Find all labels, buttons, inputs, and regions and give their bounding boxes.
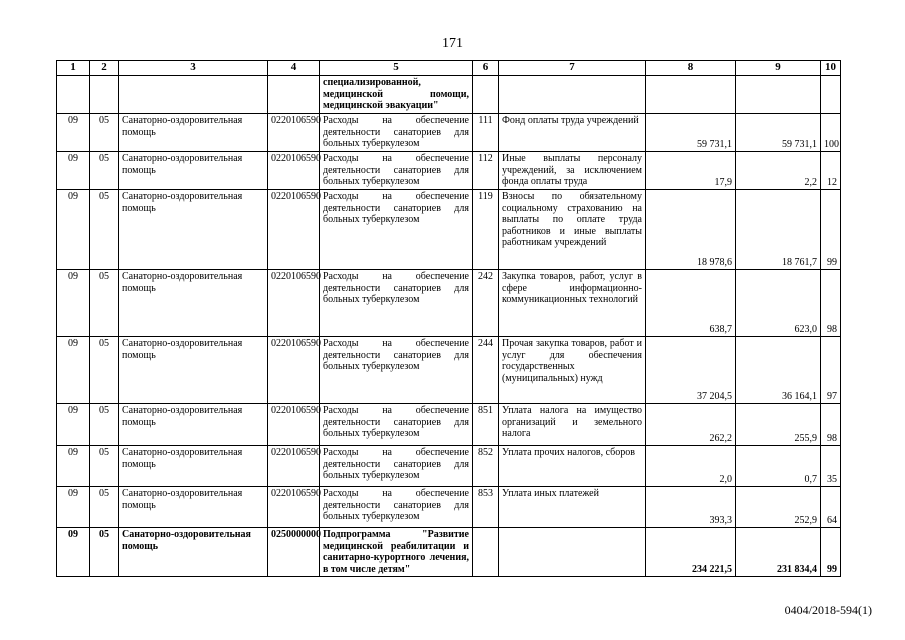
expense-type-code: 244	[473, 337, 499, 404]
col-header: 8	[646, 61, 736, 76]
table-row	[57, 404, 841, 446]
section-code: 09	[57, 528, 90, 577]
article-name: Расходы на обеспечение деятельности санаториев для больных туберкулезом	[320, 190, 473, 270]
table-row	[57, 270, 841, 337]
expense-type-code: 111	[473, 114, 499, 152]
executed-amount: 623,0	[736, 270, 821, 337]
subsection-code: 05	[90, 337, 119, 404]
expense-type-name: Прочая закупка товаров, работ и услуг для обеспечения государственных (муниципальных) нужд	[499, 337, 646, 404]
section-code: 09	[57, 190, 90, 270]
target-article-code: 0220106590	[268, 270, 320, 337]
subsection-code: 05	[90, 152, 119, 190]
budget-table	[56, 60, 841, 577]
subsection-name: Санаторно-оздоровительная помощь	[119, 190, 268, 270]
col-header: 9	[736, 61, 821, 76]
section-code: 09	[57, 270, 90, 337]
subsection-name: Санаторно-оздоровительная помощь	[119, 270, 268, 337]
execution-percent: 98	[821, 404, 841, 446]
planned-amount: 2,0	[646, 446, 736, 487]
subsection-code: 05	[90, 270, 119, 337]
executed-amount: 231 834,4	[736, 528, 821, 577]
executed-amount: 252,9	[736, 487, 821, 528]
expense-type-code: 851	[473, 404, 499, 446]
article-name: Расходы на обеспечение деятельности санаториев для больных туберкулезом	[320, 487, 473, 528]
subsection-name: Санаторно-оздоровительная помощь	[119, 404, 268, 446]
executed-amount: 2,2	[736, 152, 821, 190]
col-header: 5	[320, 61, 473, 76]
article-name: Расходы на обеспечение деятельности санаториев для больных туберкулезом	[320, 404, 473, 446]
planned-amount: 393,3	[646, 487, 736, 528]
target-article-code: 0220106590	[268, 337, 320, 404]
execution-percent: 64	[821, 487, 841, 528]
subsection-code: 05	[90, 404, 119, 446]
executed-amount: 36 164,1	[736, 337, 821, 404]
col-header: 3	[119, 61, 268, 76]
planned-amount: 59 731,1	[646, 114, 736, 152]
header-row	[57, 61, 841, 76]
target-article-code: 0220106590	[268, 446, 320, 487]
planned-amount: 234 221,5	[646, 528, 736, 577]
executed-amount: 255,9	[736, 404, 821, 446]
subsection-code: 05	[90, 528, 119, 577]
subsection-code: 05	[90, 446, 119, 487]
execution-percent: 98	[821, 270, 841, 337]
expense-type-code: 853	[473, 487, 499, 528]
subsection-code: 05	[90, 190, 119, 270]
section-code: 09	[57, 152, 90, 190]
subsection-name: Санаторно-оздоровительная помощь	[119, 487, 268, 528]
table-row	[57, 337, 841, 404]
article-name: Расходы на обеспечение деятельности санаториев для больных туберкулезом	[320, 270, 473, 337]
subsection-name: Санаторно-оздоровительная помощь	[119, 528, 268, 577]
expense-type-code	[473, 528, 499, 577]
execution-percent: 100	[821, 114, 841, 152]
execution-percent: 97	[821, 337, 841, 404]
target-article-code: 0220106590	[268, 190, 320, 270]
target-article-code: 0250000000	[268, 528, 320, 577]
planned-amount: 17,9	[646, 152, 736, 190]
execution-percent: 12	[821, 152, 841, 190]
table-row	[57, 487, 841, 528]
planned-amount: 37 204,5	[646, 337, 736, 404]
article-name: Расходы на обеспечение деятельности санаториев для больных туберкулезом	[320, 152, 473, 190]
expense-type-code: 242	[473, 270, 499, 337]
table-row	[57, 446, 841, 487]
table-row	[57, 528, 841, 577]
col-header: 4	[268, 61, 320, 76]
executed-amount: 59 731,1	[736, 114, 821, 152]
expense-type-name: Уплата налога на имущество организаций и земельного налога	[499, 404, 646, 446]
expense-type-name: Иные выплаты персоналу учреждений, за исключением фонда оплаты труда	[499, 152, 646, 190]
target-article-code: 0220106590	[268, 114, 320, 152]
subsection-name: Санаторно-оздоровительная помощь	[119, 337, 268, 404]
subsection-code: 05	[90, 114, 119, 152]
target-article-code: 0220106590	[268, 404, 320, 446]
expense-type-name	[499, 528, 646, 577]
col-header: 10	[821, 61, 841, 76]
article-name: Расходы на обеспечение деятельности санаториев для больных туберкулезом	[320, 114, 473, 152]
execution-percent: 99	[821, 528, 841, 577]
continuation-row	[57, 76, 841, 114]
expense-type-code: 852	[473, 446, 499, 487]
col-header: 2	[90, 61, 119, 76]
expense-type-code: 112	[473, 152, 499, 190]
col-header: 6	[473, 61, 499, 76]
table-row	[57, 114, 841, 152]
execution-percent: 99	[821, 190, 841, 270]
section-code: 09	[57, 404, 90, 446]
section-code: 09	[57, 337, 90, 404]
document-code: 0404/2018-594(1)	[784, 603, 872, 617]
target-article-code: 0220106590	[268, 152, 320, 190]
section-code: 09	[57, 446, 90, 487]
executed-amount: 0,7	[736, 446, 821, 487]
expense-type-name: Уплата иных платежей	[499, 487, 646, 528]
page-number: 171	[442, 36, 463, 51]
section-code: 09	[57, 487, 90, 528]
section-code: 09	[57, 114, 90, 152]
table-row	[57, 190, 841, 270]
continuation-text: специализированной, медицинской помощи, медицинской эвакуации"	[320, 76, 473, 114]
article-name: Расходы на обеспечение деятельности санаториев для больных туберкулезом	[320, 337, 473, 404]
article-name: Подпрограмма "Развитие медицинской реабилитации и санитарно-курортного лечения, в том числе детям"	[320, 528, 473, 577]
subsection-name: Санаторно-оздоровительная помощь	[119, 114, 268, 152]
expense-type-name: Закупка товаров, работ, услуг в сфере информационно-коммуникационных технологий	[499, 270, 646, 337]
article-name: Расходы на обеспечение деятельности санаториев для больных туберкулезом	[320, 446, 473, 487]
subsection-code: 05	[90, 487, 119, 528]
table-row	[57, 152, 841, 190]
planned-amount: 638,7	[646, 270, 736, 337]
execution-percent: 35	[821, 446, 841, 487]
subsection-name: Санаторно-оздоровительная помощь	[119, 446, 268, 487]
executed-amount: 18 761,7	[736, 190, 821, 270]
col-header: 1	[57, 61, 90, 76]
expense-type-name: Взносы по обязательному социальному страхованию на выплаты по оплате труда работников и иные выплаты работникам учреждений	[499, 190, 646, 270]
planned-amount: 262,2	[646, 404, 736, 446]
col-header: 7	[499, 61, 646, 76]
expense-type-code: 119	[473, 190, 499, 270]
subsection-name: Санаторно-оздоровительная помощь	[119, 152, 268, 190]
planned-amount: 18 978,6	[646, 190, 736, 270]
expense-type-name: Уплата прочих налогов, сборов	[499, 446, 646, 487]
expense-type-name: Фонд оплаты труда учреждений	[499, 114, 646, 152]
target-article-code: 0220106590	[268, 487, 320, 528]
